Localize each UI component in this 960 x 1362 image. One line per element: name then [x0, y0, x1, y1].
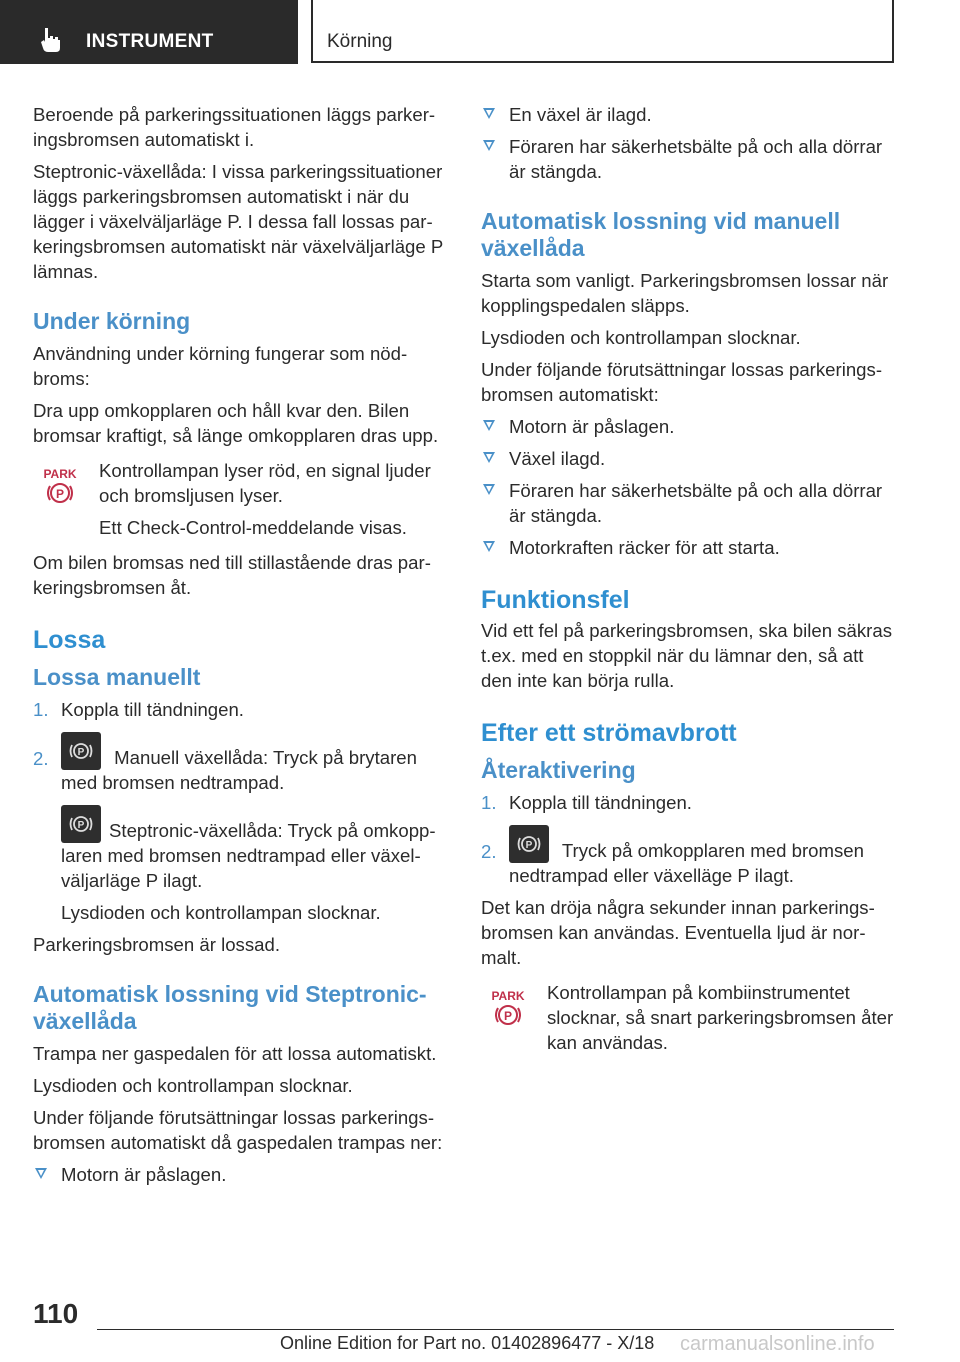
bullet-item: [481, 478, 895, 528]
svg-text:P: P: [503, 1009, 513, 1023]
chapter-header: [311, 0, 894, 63]
footer-divider: [97, 1329, 894, 1330]
edition-text: Online Edition for Part no. 01402896477 - X/18: [280, 1333, 655, 1353]
right-column: [481, 102, 895, 1065]
bullet-item: [481, 134, 895, 184]
triangle-bullet-icon: [483, 140, 495, 151]
triangle-bullet-icon: [483, 108, 495, 119]
park-text: Ett Check-Control-meddelande visas.: [99, 517, 407, 538]
heading-lossa: Lossa: [33, 626, 106, 654]
park-notice: [33, 458, 447, 540]
bullet-text: Motorn är påslagen.: [509, 416, 675, 437]
step-text: Tryck på omkopplaren med bromsen nedtrampad eller växelläge P ilagt.: [509, 840, 864, 886]
paragraph: Användning under körning fungerar som nödbroms:: [33, 343, 408, 389]
triangle-bullet-icon: [483, 541, 495, 552]
step-subtext-text: Steptronic-växellåda: Tryck på omkopplaren med bromsen nedtrampad eller växelväljarläge P ilagt.: [61, 820, 436, 891]
parking-brake-button-icon: [61, 732, 101, 770]
section-label: INSTRUMENT: [86, 31, 214, 52]
paragraph: Lysdioden och kontrollampan slocknar.: [33, 1075, 353, 1096]
step-text: Koppla till tändningen.: [509, 792, 692, 813]
bullet-text: En växel är ilagd.: [509, 104, 652, 125]
park-text: Kontrollampan på kombiinstrumentet slocknar, så snart parkeringsbromsen åter kan användas.: [547, 982, 894, 1053]
bullet-text: Föraren har säkerhetsbälte på och alla dörrar är stängda.: [509, 480, 883, 526]
park-notice: [481, 980, 895, 1055]
svg-text:PARK: PARK: [43, 467, 77, 481]
triangle-bullet-icon: [483, 420, 495, 431]
section-tab[interactable]: [0, 0, 298, 64]
parking-brake-button-icon: [509, 825, 549, 863]
svg-text:P: P: [55, 487, 65, 501]
heading-lossa-manuellt: Lossa manuellt: [33, 664, 201, 690]
bullet-item: [33, 1162, 447, 1187]
watermark: carmanualsonline.info: [680, 1333, 875, 1355]
step-item: [33, 697, 447, 722]
triangle-bullet-icon: [483, 452, 495, 463]
paragraph: Under följande förutsättningar lossas parkeringsbromsen automatiskt då gaspedalen trampas ner:: [33, 1107, 443, 1153]
paragraph: Vid ett fel på parkeringsbromsen, ska bilen säkras t.ex. med en stoppkil när du lämnar den, så att den inte kan börja rulla.: [481, 620, 892, 691]
step-item: [33, 732, 447, 795]
park-text: Kontrollampan lyser röd, en signal ljuder och bromsljusen lyser.: [99, 460, 431, 506]
paragraph: Starta som vanligt. Parkeringsbromsen lossar när kopplingspedalen släpps.: [481, 270, 889, 316]
bullet-text: Växel ilagd.: [509, 448, 606, 469]
step-text: Koppla till tändningen.: [61, 699, 244, 720]
page-number: 110: [33, 1298, 79, 1329]
paragraph: Trampa ner gaspedalen för att lossa automatiskt.: [33, 1043, 437, 1064]
step-subtext: Lysdioden och kontrollampan slocknar.: [61, 902, 381, 923]
paragraph: Parkeringsbromsen är lossad.: [33, 934, 280, 955]
hand-pointer-icon: [38, 26, 64, 54]
heading-ateraktivering: Återaktivering: [481, 757, 636, 783]
step-text: Manuell växellåda: Tryck på brytaren med bromsen nedtrampad.: [61, 747, 417, 793]
step-number: 2.: [481, 841, 497, 862]
bullet-item: [481, 102, 895, 127]
heading-efter-stromavbrott: Efter ett strömavbrott: [481, 719, 737, 747]
chapter-label: Körning: [327, 31, 393, 52]
svg-text:PARK: PARK: [491, 989, 525, 1003]
bullet-item: [481, 446, 895, 471]
bullet-text: Motorn är påslagen.: [61, 1164, 227, 1185]
step-item: [481, 825, 895, 888]
paragraph: Lysdioden och kontrollampan slocknar.: [481, 327, 801, 348]
park-brake-icon: [489, 988, 527, 1028]
paragraph: Om bilen bromsas ned till stillastående dras parkeringsbromsen åt.: [33, 552, 431, 598]
park-brake-icon: [41, 466, 79, 506]
heading-auto-steptronic: Automatisk lossning vid Steptronic-växellåda: [33, 981, 427, 1034]
left-column: [33, 102, 447, 1194]
svg-text:P: P: [77, 747, 85, 758]
paragraph: Under följande förutsättningar lossas parkeringsbromsen automatiskt:: [481, 359, 883, 405]
heading-funktionsfel: Funktionsfel: [481, 586, 630, 614]
parking-brake-button-icon: [61, 805, 101, 843]
svg-text:P: P: [525, 840, 533, 851]
step-number: 2.: [33, 748, 49, 769]
bullet-item: [481, 535, 895, 560]
step-subtext: [33, 805, 447, 893]
bullet-text: Föraren har säkerhetsbälte på och alla dörrar är stängda.: [509, 136, 883, 182]
step-number: 1.: [33, 699, 49, 720]
bullet-text: Motorkraften räcker för att starta.: [509, 537, 780, 558]
paragraph: Det kan dröja några sekunder innan parkeringsbromsen kan användas. Eventuella ljud är normalt.: [481, 897, 875, 968]
triangle-bullet-icon: [35, 1168, 47, 1179]
paragraph: Steptronic-växellåda: I vissa parkeringssituationer läggs parkeringsbromsen automatiskt i när du lägger i växelväljarläge P. I dessa fall lossas parkeringsbromsen automatiskt när växelväljarläge P lämnas.: [33, 161, 443, 282]
heading-under-korning: Under körning: [33, 308, 191, 334]
paragraph: Beroende på parkeringssituationen läggs parkeringsbromsen automatiskt i.: [33, 104, 436, 150]
triangle-bullet-icon: [483, 484, 495, 495]
paragraph: Dra upp omkopplaren och håll kvar den. Bilen bromsar kraftigt, så länge omkopplaren dras upp.: [33, 400, 439, 446]
step-number: 1.: [481, 792, 497, 813]
heading-auto-manuell: Automatisk lossning vid manuell växellåda: [481, 208, 841, 261]
svg-text:P: P: [77, 820, 85, 831]
step-item: [481, 790, 895, 815]
bullet-item: [481, 414, 895, 439]
